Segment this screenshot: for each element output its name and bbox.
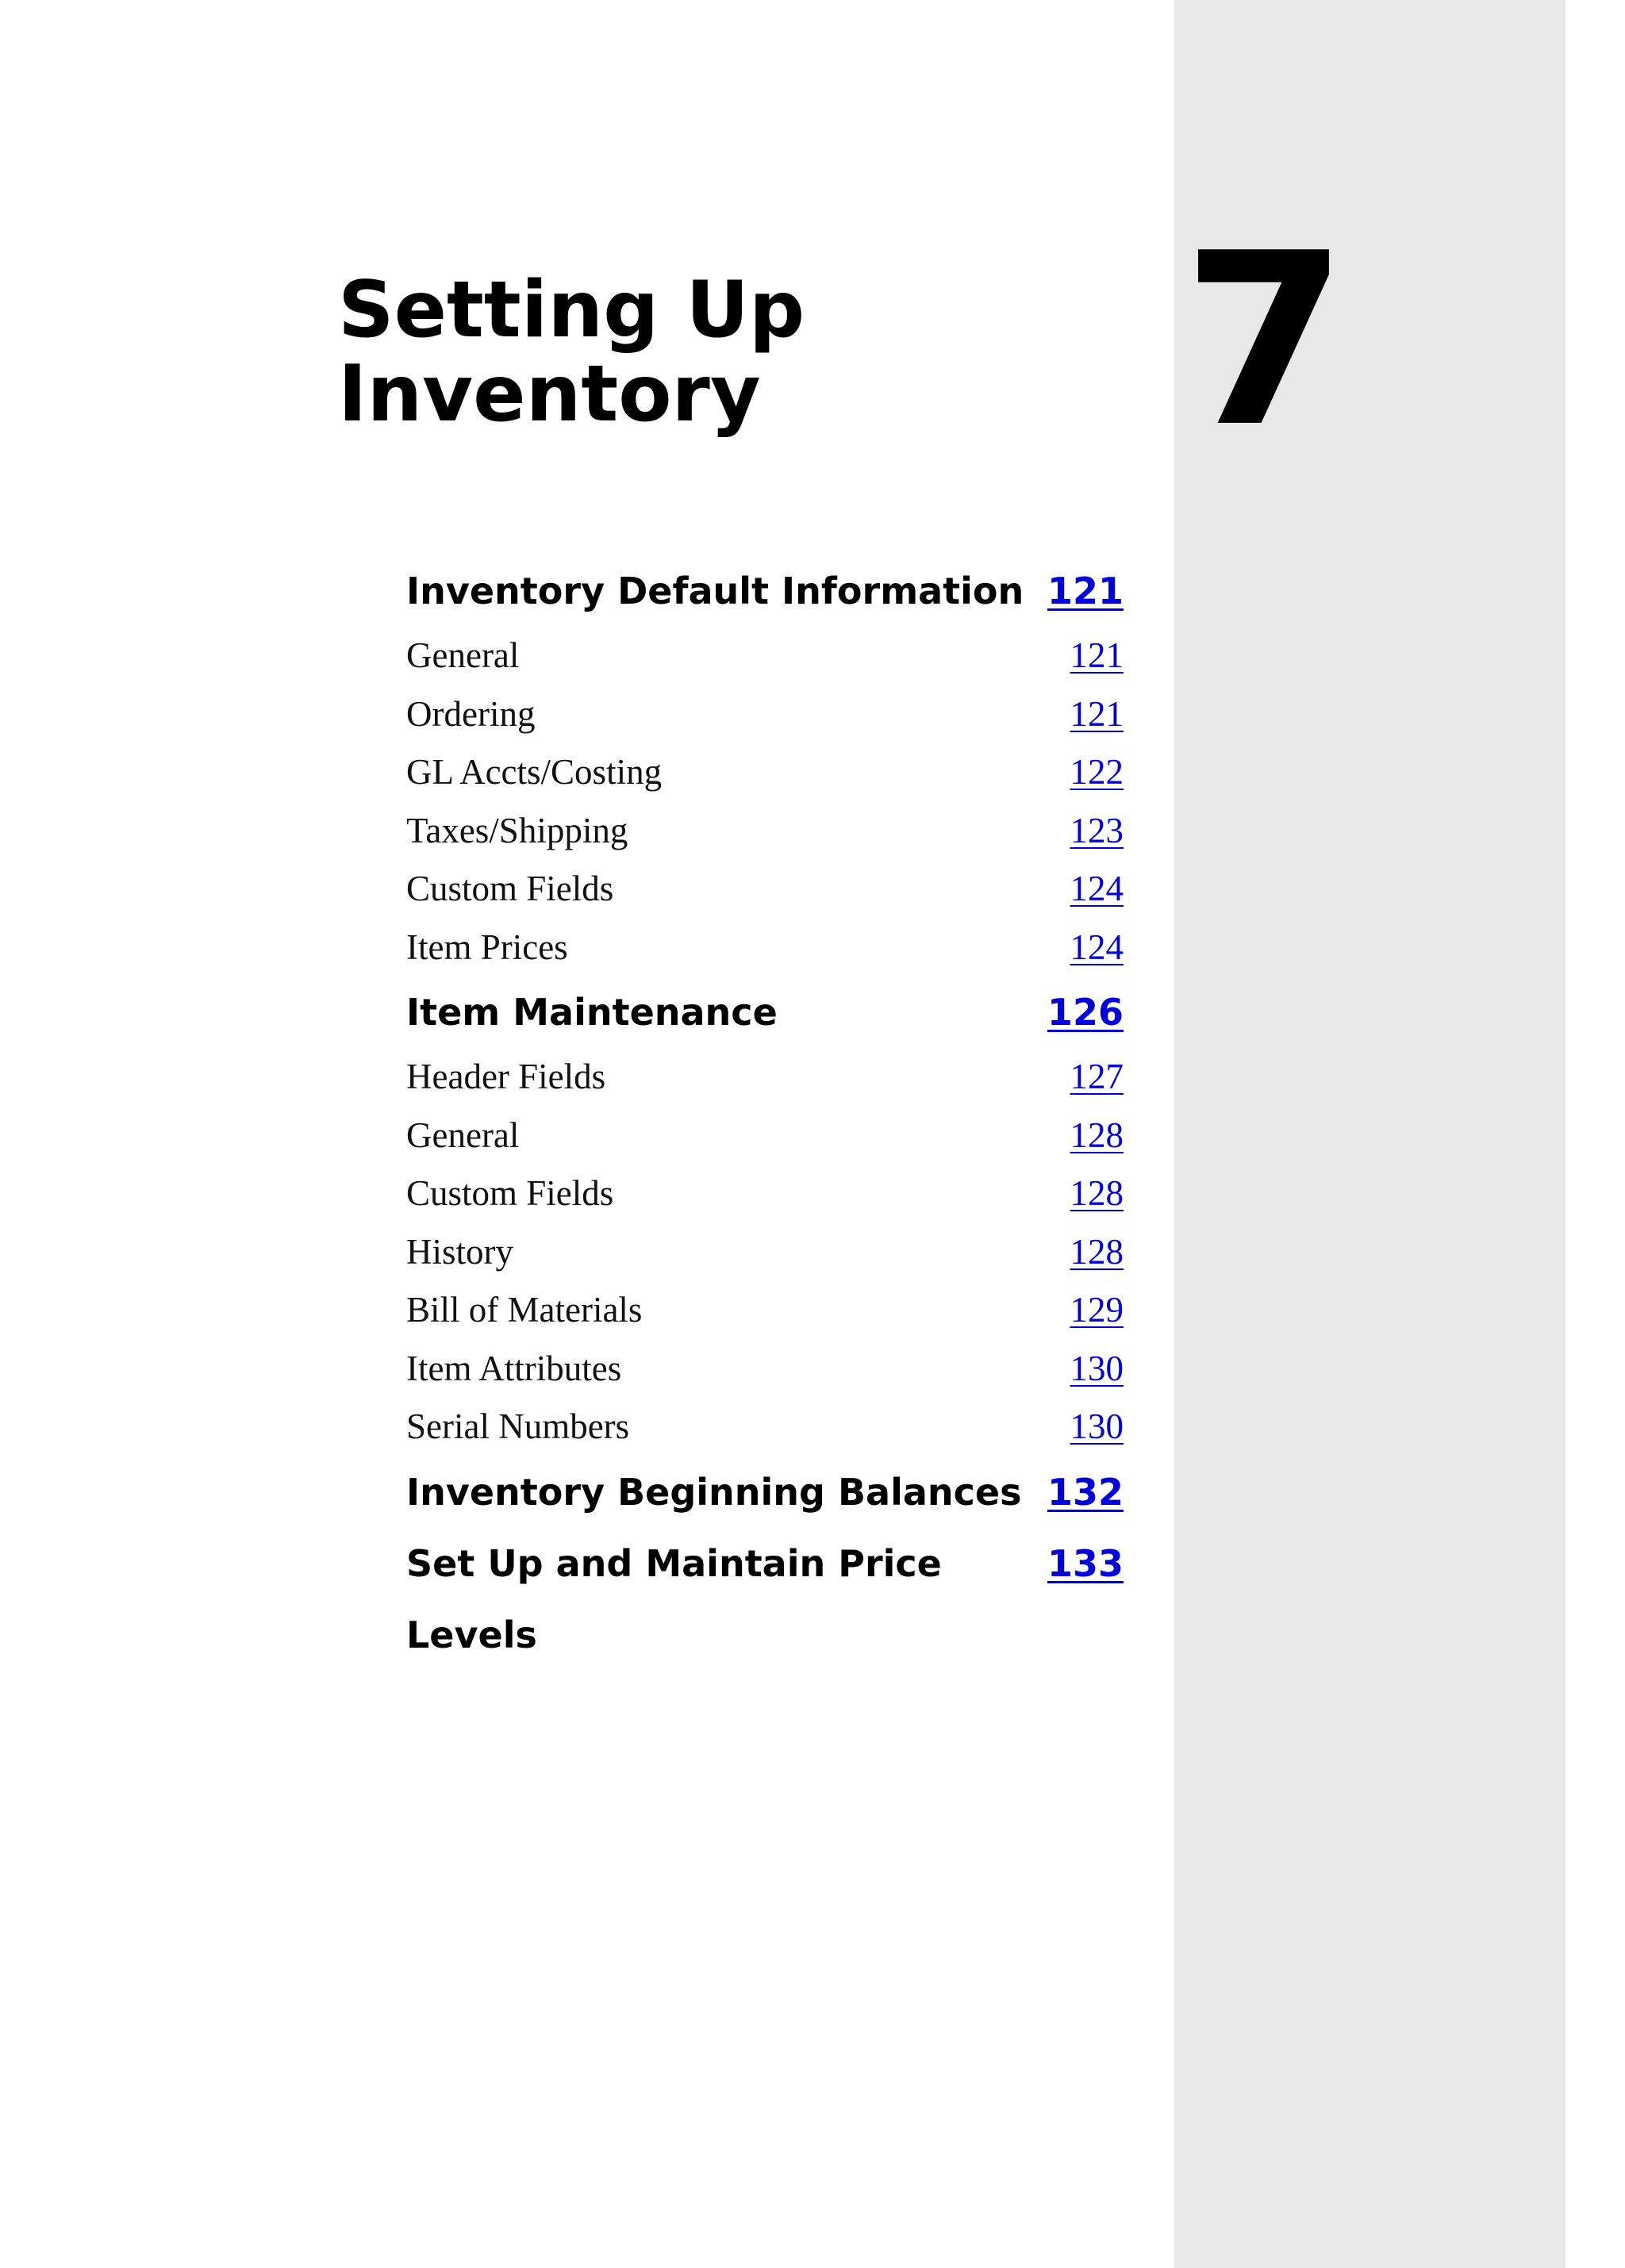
- toc-entry-ordering: [406, 685, 1124, 744]
- toc-entry-label: Taxes/Shipping: [406, 810, 628, 850]
- toc-section-page-link[interactable]: 133: [1047, 1541, 1124, 1585]
- toc-entry-page-link[interactable]: 121: [1070, 635, 1124, 675]
- toc-section-inventory-default-information: [406, 555, 1124, 627]
- toc-entry-custom-fields: [406, 1165, 1124, 1223]
- toc-section-title: Item Maintenance: [406, 991, 778, 1034]
- toc-section-title: Inventory Default Information: [406, 570, 1024, 612]
- toc-entry-page-link[interactable]: 128: [1070, 1231, 1124, 1272]
- toc-entry-general: [406, 1107, 1124, 1165]
- toc-entry-page-link[interactable]: 128: [1070, 1115, 1124, 1155]
- toc-entry-label: General: [406, 1115, 520, 1155]
- toc-entry-serial-numbers: [406, 1398, 1124, 1456]
- toc-entry-label: Bill of Materials: [406, 1290, 643, 1330]
- toc-entry-page-link[interactable]: 123: [1070, 810, 1124, 850]
- chapter-title-line-1: Setting Up: [338, 265, 805, 355]
- toc-entry-label: History: [406, 1231, 513, 1272]
- toc-section-inventory-beginning-balances: [406, 1456, 1124, 1528]
- toc-entry-header-fields: [406, 1048, 1124, 1107]
- toc-entry-bill-of-materials: [406, 1281, 1124, 1340]
- chapter-title-line-2: Inventory: [338, 349, 761, 439]
- toc-entry-item-attributes: [406, 1340, 1124, 1399]
- toc-entry-label: GL Accts/Costing: [406, 752, 663, 792]
- toc-entry-item-prices: [406, 919, 1124, 977]
- toc-entry-label: Serial Numbers: [406, 1406, 630, 1446]
- toc-entry-label: General: [406, 635, 520, 675]
- toc-entry-custom-fields: [406, 860, 1124, 919]
- toc-entry-page-link[interactable]: 124: [1070, 927, 1124, 967]
- toc-entry-page-link[interactable]: 130: [1070, 1406, 1124, 1446]
- toc-subsection-list: [406, 627, 1124, 977]
- toc-section-title: Set Up and Maintain Price Levels: [406, 1541, 942, 1656]
- toc-section-page-link[interactable]: 132: [1047, 1470, 1124, 1514]
- toc-entry-page-link[interactable]: 122: [1070, 752, 1124, 792]
- toc-entry-page-link[interactable]: 121: [1070, 693, 1124, 734]
- chapter-title: [338, 265, 1131, 439]
- table-of-contents: [406, 555, 1124, 1656]
- toc-section-page-link[interactable]: 121: [1047, 570, 1124, 612]
- chapter-number: 7: [1182, 202, 1348, 479]
- toc-subsection-list: [406, 1048, 1124, 1456]
- toc-entry-label: Item Attributes: [406, 1348, 622, 1388]
- toc-entry-label: Custom Fields: [406, 869, 614, 908]
- toc-entry-taxes-shipping: [406, 802, 1124, 861]
- toc-entry-label: Header Fields: [406, 1057, 606, 1096]
- toc-section-set-up-and-maintain-price-levels: [406, 1528, 1124, 1656]
- toc-entry-page-link[interactable]: 124: [1070, 869, 1124, 908]
- toc-entry-general: [406, 627, 1124, 685]
- toc-entry-history: [406, 1223, 1124, 1282]
- toc-entry-label: Custom Fields: [406, 1173, 614, 1213]
- toc-entry-label: Ordering: [406, 693, 536, 734]
- toc-entry-page-link[interactable]: 128: [1070, 1173, 1124, 1213]
- toc-entry-page-link[interactable]: 127: [1070, 1057, 1124, 1096]
- toc-section-title: Inventory Beginning Balances: [406, 1470, 1022, 1514]
- toc-entry-gl-accts-costing: [406, 743, 1124, 802]
- toc-section-page-link[interactable]: 126: [1047, 991, 1124, 1034]
- toc-entry-page-link[interactable]: 130: [1070, 1348, 1124, 1388]
- toc-entry-page-link[interactable]: 129: [1070, 1290, 1124, 1330]
- toc-entry-label: Item Prices: [406, 927, 568, 967]
- toc-section-item-maintenance: [406, 977, 1124, 1048]
